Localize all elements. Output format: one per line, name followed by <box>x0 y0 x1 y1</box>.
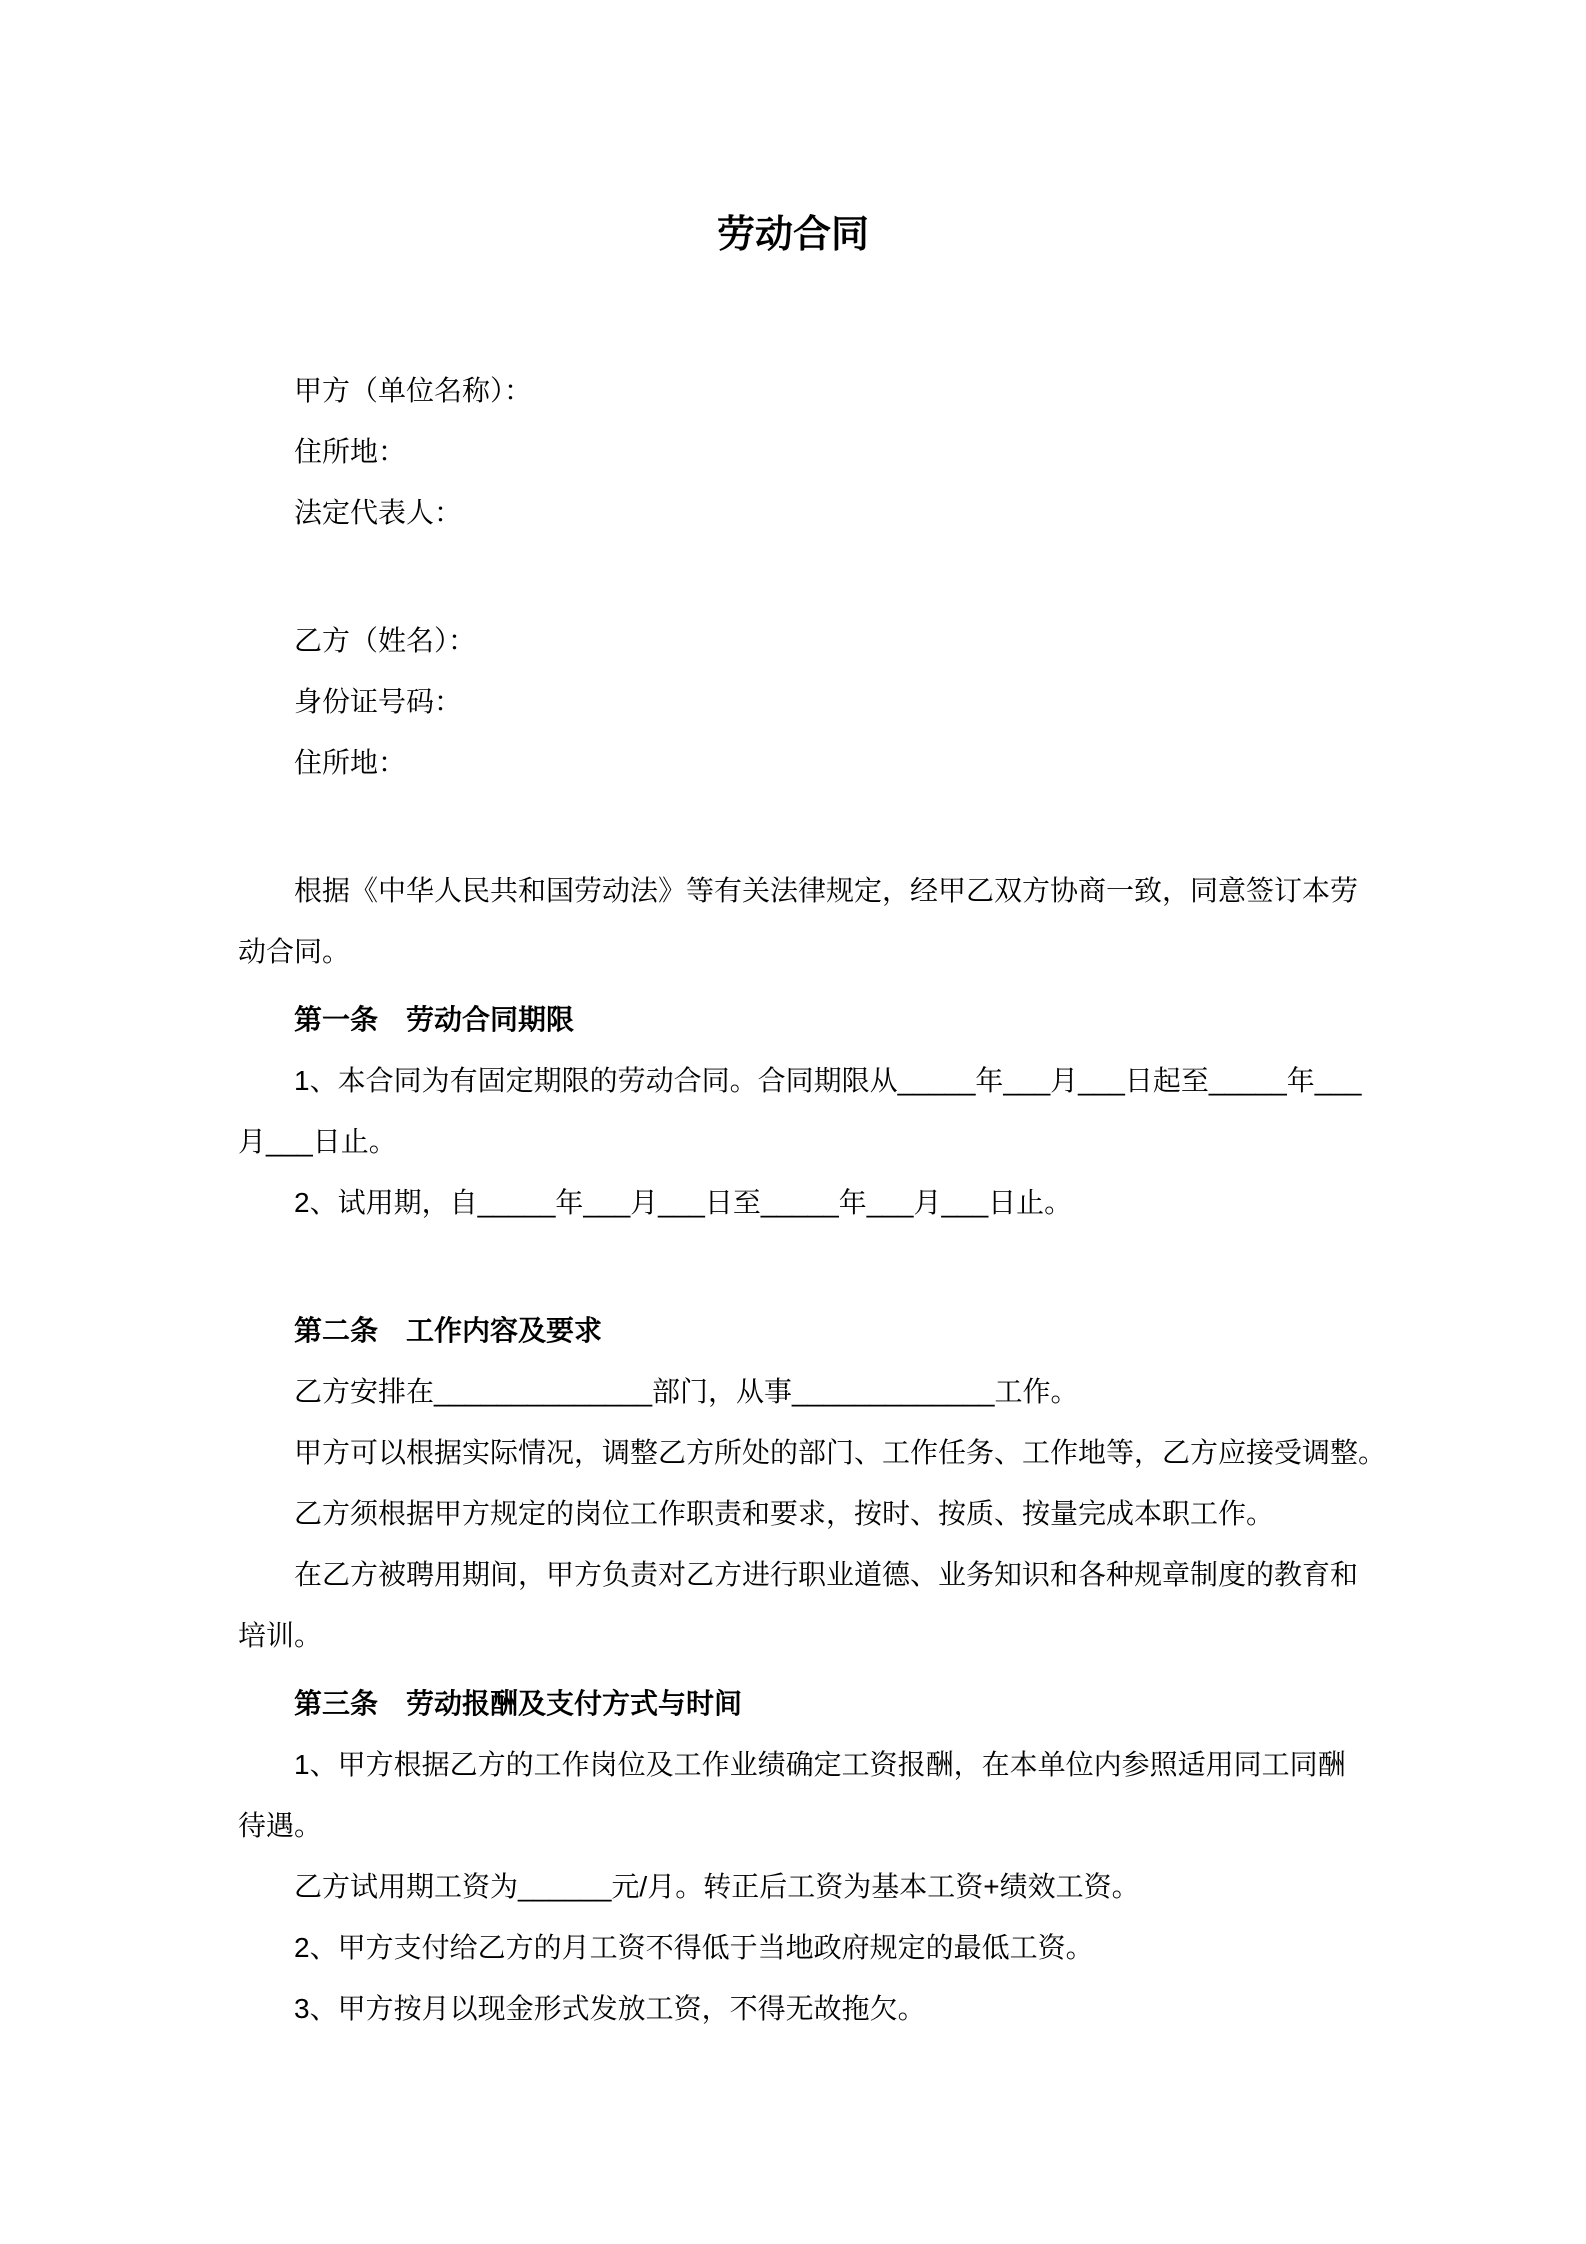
preamble-line-1: 根据《中华人民共和国劳动法》等有关法律规定，经甲乙双方协商一致，同意签订本劳 <box>294 875 1359 906</box>
clause-2-heading: 第二条 工作内容及要求 <box>294 1315 603 1346</box>
clause-2-line-5: 培训。 <box>238 1620 323 1651</box>
clause-3-item-2: 2、甲方支付给乙方的月工资不得低于当地政府规定的最低工资。 <box>294 1932 1094 1963</box>
party-a-name-label: 甲方（单位名称）： <box>294 375 533 406</box>
clause-3-item-1-line-1: 1、甲方根据乙方的工作岗位及工作业绩确定工资报酬，在本单位内参照适用同工同酬 <box>294 1749 1346 1780</box>
clause-1-item-1-line-2: 月___日止。 <box>238 1126 397 1157</box>
clause-1-item-1-line-1: 1、本合同为有固定期限的劳动合同。合同期限从_____年___月___日起至_____年___ <box>294 1065 1362 1096</box>
clause-2-line-1: 乙方安排在______________部门，从事_____________工作。 <box>294 1376 1079 1407</box>
clause-3-item-3: 3、甲方按月以现金形式发放工资，不得无故拖欠。 <box>294 1993 926 2024</box>
clause-2-line-4: 在乙方被聘用期间，甲方负责对乙方进行职业道德、业务知识和各种规章制度的教育和 <box>294 1559 1359 1590</box>
party-a-legal-rep-label: 法定代表人： <box>294 497 463 528</box>
clause-3-heading: 第三条 劳动报酬及支付方式与时间 <box>294 1688 743 1719</box>
spacer <box>0 1233 1586 1293</box>
clause-3-item-1-line-2: 待遇。 <box>238 1810 323 1841</box>
party-b-name-label: 乙方（姓名）： <box>294 625 477 656</box>
clause-1-item-2: 2、试用期，自_____年___月___日至_____年___月___日止。 <box>294 1187 1073 1218</box>
spacer <box>0 793 1586 860</box>
preamble-line-2: 动合同。 <box>238 936 351 967</box>
clause-2-line-3: 乙方须根据甲方规定的岗位工作职责和要求，按时、按质、按量完成本职工作。 <box>294 1498 1275 1529</box>
clause-3-item-1-line-3: 乙方试用期工资为______元/月。转正后工资为基本工资+绩效工资。 <box>294 1871 1140 1902</box>
contract-title: 劳动合同 <box>716 214 869 256</box>
party-a-address-label: 住所地： <box>294 436 407 467</box>
spacer <box>0 266 1586 360</box>
spacer <box>0 543 1586 610</box>
party-b-id-label: 身份证号码： <box>294 686 463 717</box>
party-b-address-label: 住所地： <box>294 747 407 778</box>
clause-2-line-2: 甲方可以根据实际情况，调整乙方所处的部门、工作任务、工作地等，乙方应接受调整。 <box>294 1437 1387 1468</box>
clause-1-heading: 第一条 劳动合同期限 <box>294 1004 575 1035</box>
